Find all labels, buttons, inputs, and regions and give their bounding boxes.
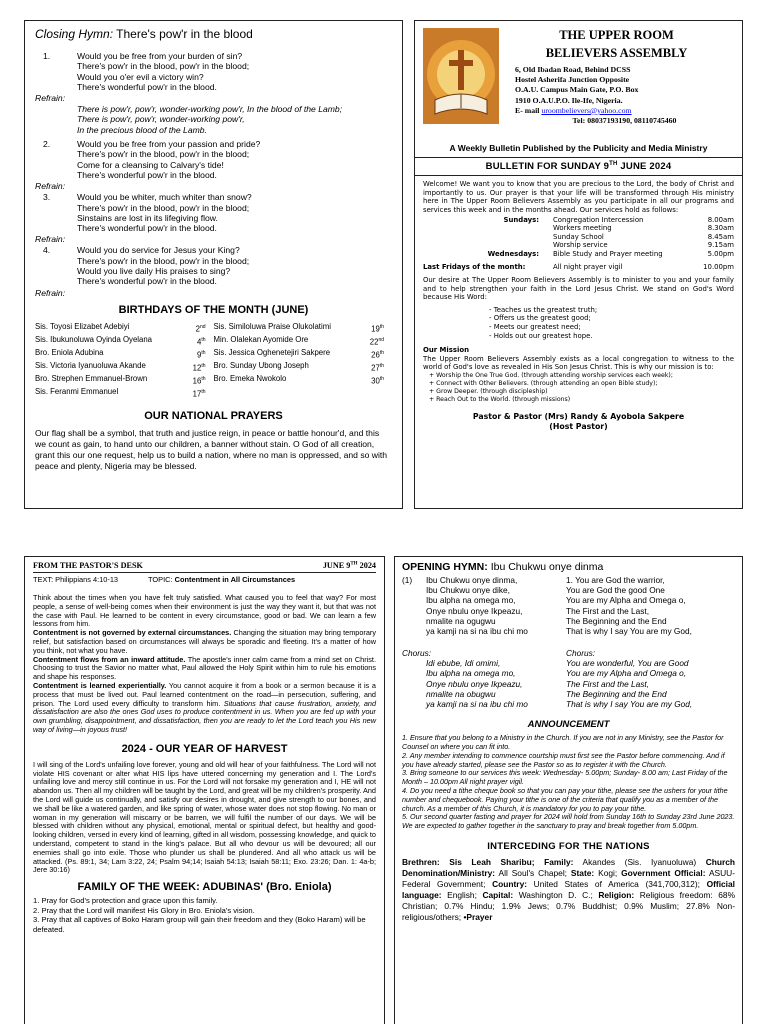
bulletin-date-bar: BULLETIN FOR SUNDAY 9TH JUNE 2024 <box>415 157 742 176</box>
pastors-desk-panel <box>24 556 385 1024</box>
verse-number: 1. <box>43 51 51 61</box>
english-line: You are God the good One <box>566 585 665 596</box>
service-day: Sundays: <box>503 215 539 224</box>
service-name: Bible Study and Prayer meeting <box>553 249 663 258</box>
chorus-igbo-line: Ibu alpha na omega mo, <box>426 668 516 679</box>
church-phone: Tel: 08037193190, 08110745460 <box>572 116 677 126</box>
verse-line: Sinstains are lost in its lifegiving flow. <box>77 212 218 223</box>
chorus-english-line: The First and the Last, <box>566 678 650 689</box>
service-row <box>423 233 734 242</box>
word-points-list <box>489 306 734 340</box>
birthday-row <box>214 361 393 374</box>
birthday-name: Sis. Victoria Iyanuoluwa Akande <box>35 360 146 370</box>
birthday-name: Bro. Sunday Ubong Joseph <box>213 360 309 370</box>
mission-point: + Worship the One True God. (through attending worship services each week); <box>429 372 734 380</box>
service-day: Wednesdays: <box>487 249 539 258</box>
birthday-date: 26th <box>371 349 384 360</box>
birthday-name: Sis. Similoluwa Praise Olukolatimi <box>213 321 331 331</box>
verse-lines <box>77 139 260 180</box>
refrain-lines <box>77 104 392 135</box>
family-prayer-item: 3. Pray that all captives of Boko Haram group will gain their freedom and they (Boko Haram) will be defeated. <box>33 915 366 934</box>
birthday-row <box>214 322 393 335</box>
verse-line: Would you live daily His praises to sing? <box>77 266 231 277</box>
service-name: Congregation Intercession <box>553 215 644 224</box>
birthday-row <box>35 322 214 335</box>
pastors-message: Think about the times when you have felt truly satisfied. What caused you to feel that way? For most people, a sense of well-being comes when their environment is just the way they want it, but that was not the case with Paul. He learned to be content in every circumstance, good or bad. We can learn a few lessons from him. Contentment is not governed by external circumstances. Changing the situation may bring temporary relief, but satisfaction based on circumstances will always be sporadic and fleeting. It's a matter of how you think, not what you have. Contentment flows from an inward attitude. The apostle's inner calm came from a mind set on Christ. Choosing to trust the Savior no matter what, Paul allowed the Holy Spirit within him to rule his emotions and shape his responses. Contentment is learned experientially. You cannot acquire it from a book or a sermon because it is a process that must be lived out. Paul learned contentment on the road—in persecution, suffering, and prison. The Lord used every difficulty to transform him. Situations that cause frustration, anxiety, and dissatisfaction are also the ones God uses to produce contentment in us. When you are fed up with your own grumbling, disappointment, and dissatisfaction, then you are ready to let the Lord teach you His new way of living—in joyous trust! <box>33 593 377 734</box>
igbo-line: Onye nbulu onye Ikpeazu, <box>426 605 523 616</box>
birthdays-list <box>35 322 392 400</box>
igbo-line: Ibu alpha na omega mo, <box>426 595 516 606</box>
birthday-name: Bro. Emeka Nwokolo <box>213 373 287 383</box>
birthday-suffix: th <box>379 323 384 330</box>
birthday-row <box>214 335 393 348</box>
service-name: Sunday School <box>553 232 604 241</box>
english-line: The Beginning and the End <box>566 615 667 626</box>
refrain-line: There is pow'r, pow'r, wonder-working pow'r, <box>77 114 245 125</box>
birthday-name: Sis. Feranmi Emmanuel <box>35 386 119 396</box>
opening-hymn-chorus <box>402 658 735 709</box>
service-time: 8.00am <box>707 215 734 224</box>
verse-line: There's wonderful pow'r in the blood. <box>77 81 217 92</box>
church-header <box>415 21 742 139</box>
word-point: - Offers us the greatest good; <box>489 314 734 323</box>
church-name-2: BELIEVERS ASSEMBLY <box>545 46 688 60</box>
welcome-text: Welcome! We want you to know that you are precious to the Lord, the body of Christ and importantly to us. Our prayer is that your life will be transformed through His ministry here in The Upper Room Believers Assembly as you participate in all our programs and services this week and in the months ahead. Our services hold as follows: <box>423 180 734 214</box>
harvest-text: I will sing of the Lord's unfailing love forever, young and old will hear of your faithfulness. The Lord will not violate HIS covenant or alter what HIS lips have uttered concerning my generation and I. The Lord's unfailing love and mercy still continue in us. For the Lord will not forsake my generation and I, HE will not abandon us. Then all my children will be taught by the Lord, and great will be my children's prosperity. And the Lord will guide us continually, and satisfy our desires in drought, and give strength to our bones, and we shall be like a watered garden, and like spring of water, whose water does not stop flowing. No man or woman in my generation will miscarry or be barren, we will fulfil the number of our days. We will be blessed with children without any physical, emotional, mental or spiritual defect, but healthy and good-looking children, versed in every kind of learning, gifted in all wisdom, possessing knowledge, and quick to understand, competent to stand in the king's palace. But all who devour us will be devoured; all our enemies shall go into exile. Those who plunder us shall be plundered. And all who attack us will be attacked. (Ps. 89:1, 34; Lam 3:22, 24; Psalm 94;14; Isaiah 54:13; Isaiah 58:11; Exo. 23:26; Dan. 1: 4a-b; Jere 30:16) <box>33 759 376 875</box>
birthday-date: 22nd <box>369 336 384 347</box>
birthday-date: 4th <box>196 336 206 347</box>
verse-number: 2. <box>43 139 51 150</box>
closing-hymn-title: Closing Hymn: There's pow'r in the blood <box>35 27 253 41</box>
birthday-name: Bro. Eniola Adubina <box>35 347 104 357</box>
announcement-item: 1. Ensure that you belong to a Ministry in the Church. If you are not in any Ministry, see the Pastor for Counsel on where you can fit into. <box>402 733 724 752</box>
birthday-row <box>35 348 214 361</box>
birthday-suffix: th <box>201 336 206 343</box>
birthday-suffix: th <box>379 362 384 369</box>
refrain-line: In the precious blood of the Lamb. <box>77 124 207 135</box>
service-day <box>423 233 553 242</box>
birthday-suffix: th <box>379 375 384 382</box>
interceding-text: Brethren: Sis Leah Sharibu; Family: Akandes (Sis. Iyanuoluwa) Church Denomination/Ministry: All Soul's Chapel; State: Kogi; Government Official: ASUU-Federal Government; Country: United States of America (341,700,312); Official language: English; Capital: Washington D. C.; Religion: Religious freedom: 68% Christian; 0.7% Hindu; 1.9% Jews; 0.7% Buddhist; 0.9% Muslim; 27.8% Non-religious/others; •Prayer <box>402 857 736 922</box>
verse-line: There's pow'r in the blood, pow'r in the blood; <box>77 255 250 266</box>
church-logo <box>423 28 499 124</box>
text-topic-row: TEXT: Philippians 4:10-13 TOPIC: Contentment in All Circumstances <box>33 575 296 584</box>
birthday-suffix: th <box>201 362 206 369</box>
pastors-desk-date: JUNE 9TH 2024 <box>322 561 376 570</box>
birthday-name: Sis. Jessica Oghenetejiri Sakpere <box>213 347 331 357</box>
birthday-name: Bro. Strephen Emmanuel-Brown <box>35 373 148 383</box>
birthday-row <box>214 348 393 361</box>
service-row <box>423 250 734 259</box>
igbo-line: Ibu Chukwu onye dike, <box>426 585 510 596</box>
mission-text: The Upper Room Believers Assembly exists as a local congregation to witness to the world of God's love as revealed in His Son Jesus Christ. This is why our mission is to: <box>423 354 734 372</box>
chorus-igbo-line: Idi ebube, Idi omimi, <box>426 658 501 669</box>
chorus-english-line: You are my Alpha and Omega o, <box>566 668 687 679</box>
verse-line: Would you be free from your passion and pride? <box>77 139 261 150</box>
family-prayer-item: 1. Pray for God's protection and grace upon this family. <box>33 896 218 906</box>
birthday-suffix: th <box>201 349 206 356</box>
service-time: 8.45am <box>707 232 734 241</box>
birthday-row <box>35 387 214 400</box>
service-time: 9.15am <box>707 241 734 250</box>
services-schedule <box>423 216 734 259</box>
service-day <box>423 224 553 233</box>
hymn-verse <box>43 192 392 233</box>
birthday-suffix: th <box>201 388 206 395</box>
word-point: - Teaches us the greatest truth; <box>489 306 734 315</box>
verse-line: Would you do service for Jesus your King? <box>77 245 240 256</box>
hymn-verse <box>43 51 392 92</box>
refrain-label: Refrain: <box>35 181 66 192</box>
announcement-title: ANNOUNCEMENT <box>527 719 610 731</box>
birthday-name: Sis. Toyosi Elizabet Adebiyi <box>35 321 130 331</box>
national-prayers-text: Our flag shall be a symbol, that truth and justice reign, in peace or battle honour'd, and this we count as gain, to hand unto our children, a banner without stain. O God of all creation, grant this our one request, help us to build a nation, where no man is oppressed, and so with peace and plenty, Nigeria may be blessed. <box>35 427 388 471</box>
announcement-list <box>402 734 735 831</box>
hymn-verses <box>35 51 392 298</box>
verse-lines <box>77 245 249 286</box>
birthday-suffix: th <box>379 349 384 356</box>
birthday-date: 2nd <box>195 323 206 334</box>
pastors-desk-header: FROM THE PASTOR'S DESK JUNE 9TH 2024 <box>33 561 376 573</box>
national-prayers-title: OUR NATIONAL PRAYERS <box>144 409 283 422</box>
hymn-verse <box>43 245 392 286</box>
mission-point: + Grow Deeper. (through discipleship) <box>429 388 734 396</box>
birthday-row <box>35 361 214 374</box>
service-row <box>423 241 734 250</box>
english-line: You are my Alpha and Omega o, <box>566 595 686 606</box>
mission-point: + Reach Out to the World. (through missions) <box>429 396 734 404</box>
birthday-row <box>35 374 214 387</box>
verse-lines <box>77 192 252 233</box>
email-link[interactable]: uroombelievers@yahoo.com <box>541 105 632 115</box>
bulletin-tagline: A Weekly Bulletin Published by the Publicity and Media Ministry <box>449 143 708 153</box>
family-prayer-list <box>33 896 376 934</box>
service-row <box>423 216 734 225</box>
igbo-line: nmalite na ogugwu <box>426 615 496 626</box>
chorus-igbo-line: nmalite na obugwu <box>426 688 496 699</box>
host-pastor: Pastor & Pastor (Mrs) Randy & Ayobola Sakpere (Host Pastor) <box>472 412 685 432</box>
chorus-english-line: The Beginning and the End <box>566 688 667 699</box>
verse-line: There's wonderful pow'r in the blood. <box>77 276 217 287</box>
birthday-date: 30th <box>371 375 384 386</box>
refrain-line: There is pow'r, pow'r, wonder-working pow'r, In the blood of the Lamb; <box>77 104 343 115</box>
hymn-verse <box>43 139 392 180</box>
verse-number: 3. <box>43 192 51 203</box>
english-line: The First and the Last, <box>566 605 650 616</box>
birthday-date: 27th <box>371 362 384 373</box>
chorus-english-line: You are wonderful, You are Good <box>566 658 689 669</box>
church-name: THE UPPER ROOM <box>559 28 674 42</box>
word-point: - Meets our greatest need; <box>489 323 734 332</box>
desire-text: Our desire at The Upper Room Believers Assembly is to minister to you and your family and to help strengthen your faith in the Lord Jesus Christ. We stand on God's Word because His Word: <box>423 276 734 302</box>
service-time: 5.00pm <box>707 249 734 258</box>
verse-number: 4. <box>43 245 51 256</box>
family-prayer-item: 2. Pray that the Lord will manifest His Glory in Bro. Eniola's vision. <box>33 905 255 915</box>
refrain-label: Refrain: <box>35 93 66 104</box>
english-line: 1. You are God the warrior, <box>566 575 665 585</box>
igbo-line: Ibu Chukwu onye dinma, <box>426 575 518 585</box>
announcement-item: 2. Any member intending to commence courtship must first see the Pastor before commencing. And if you have already started, please see the Pastor so as to register it with the Church. <box>402 750 725 769</box>
verse-line: Come for a cleansing to Calvary's tide! <box>77 159 224 170</box>
word-point: - Holds out our greatest hope. <box>489 332 734 341</box>
verse-line: There's pow'r in the blood, pow'r in the blood; <box>77 149 250 160</box>
last-friday-row: Last Fridays of the month: All night prayer vigil 10.00pm <box>423 262 734 271</box>
english-line: That is why I say You are my God, <box>566 626 692 637</box>
birthday-row <box>35 335 214 348</box>
birthday-date: 9th <box>196 349 206 360</box>
verse-line: Would you o'er evil a victory win? <box>77 71 204 82</box>
igbo-line: ya kamji na si na ibu chi mo <box>426 626 528 637</box>
opening-hymn-verse: (1) Ibu Chukwu onye dinma, Ibu Chukwu onye dike, Ibu alpha na omega mo, Onye nbulu onye Ikpeazu, nmalite na ogugwu ya kamji na si na ibu chi mo 1. You are God the warrior, You are God the good One You are my Alpha and Omega o, The First and the Last, The Beginning and the End That is why I say You are my God, <box>402 575 735 636</box>
announcement-item: 3. Bring someone to our services this week: Wednesday- 5.00pm; Sunday- 8.00 am; Last Friday of the Month – 10.00pm All night prayer vigil. <box>402 768 728 787</box>
church-info-panel <box>414 20 743 509</box>
verse-line: There's wonderful pow'r in the blood. <box>77 169 217 180</box>
chorus-igbo-line: Onye nbulu onye Ikpeazu, <box>426 678 523 689</box>
interceding-title: INTERCEDING FOR THE NATIONS <box>487 841 650 852</box>
service-time: 8.30am <box>707 224 734 233</box>
harvest-title: 2024 - OUR YEAR OF HARVEST <box>121 742 288 755</box>
refrain-label: Refrain: <box>35 287 66 298</box>
chorus-igbo-line: ya kamji na si na ibu chi mo <box>426 699 528 710</box>
verse-lines <box>77 51 249 92</box>
hymn-panel <box>24 20 403 509</box>
mission-title: Our Mission <box>423 346 469 355</box>
announcement-item: 5. Our second quarter fasting and prayer for 2024 will hold from Sunday 16th to Sunday 23rd June 2023. We are expected to gather together in the sanctuary to pray and break together from 5.00pm. <box>402 812 735 831</box>
chorus-labels: Chorus: Chorus: <box>402 648 596 659</box>
birthday-date: 19th <box>371 323 384 334</box>
service-row <box>423 224 734 233</box>
birthday-suffix: nd <box>199 323 206 330</box>
verse-line: There's pow'r in the blood, pow'r in the blood; <box>77 202 250 213</box>
birthday-row <box>214 374 393 387</box>
mission-points-list <box>429 372 734 404</box>
opening-hymn-title: OPENING HYMN: Ibu Chukwu onye dinma <box>402 561 604 573</box>
birthday-date: 16th <box>192 375 206 386</box>
service-name: Worship service <box>553 241 608 250</box>
birthday-date: 17th <box>192 388 206 399</box>
birthday-date: 12th <box>192 362 206 373</box>
refrain-label: Refrain: <box>35 234 66 245</box>
verse-line: Would you be whiter, much whiter than snow? <box>77 192 252 203</box>
verse-line: There's pow'r in the blood, pow'r in the blood; <box>77 61 250 72</box>
birthday-name: Sis. Ibukunoluwa Oyinda Oyelana <box>35 334 153 344</box>
birthday-suffix: nd <box>378 336 384 343</box>
service-name: Workers meeting <box>553 224 612 233</box>
birthday-name: Min. Olalekan Ayomide Ore <box>213 334 309 344</box>
announcement-item: 4. Do you need a tithe cheque book so that you can pay your tithe, please see the ushers for your tithe number and chequebook. Paying your tithe is one of the criteria that qualify you as a member of the church. As a member of this Church, it is mandatory for you to pay your tithe. <box>402 786 728 813</box>
birthday-suffix: th <box>201 375 206 382</box>
verse-line: Would you be free from your burden of sin? <box>77 51 243 61</box>
chorus-english-line: That is why I say You are my God, <box>566 699 693 710</box>
service-day <box>423 241 553 250</box>
welcome-section <box>415 176 742 436</box>
opening-hymn-panel <box>394 556 743 1024</box>
church-address: 6, Old Ibadan Road, Behind DCSS Hostel Asherifa Junction Opposite O.A.U. Campus Main Gate, P.O. Box 1910 O.A.U.P.O. Ile-Ife, Nigeria. E- mail uroombelievers@yahoo.com Tel: 08037193190, 08110745460 <box>499 65 734 126</box>
birthdays-title: BIRTHDAYS OF THE MONTH (JUNE) <box>118 303 309 316</box>
family-title: FAMILY OF THE WEEK: ADUBINAS' (Bro. Eniola) <box>77 881 332 894</box>
mission-point: + Connect with Other Believers. (through attending an open Bible study); <box>429 380 734 388</box>
verse-line: There's wonderful pow'r in the blood. <box>77 223 217 234</box>
